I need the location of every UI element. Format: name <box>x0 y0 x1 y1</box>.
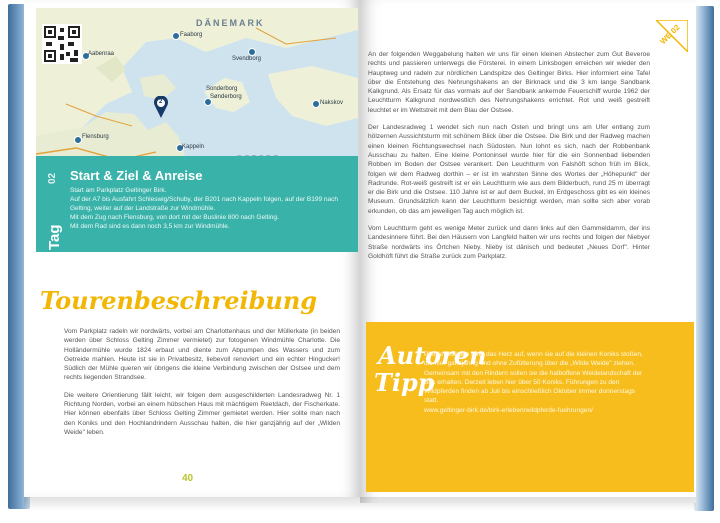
tour-description-heading: Tourenbeschreibung <box>40 286 318 315</box>
page-number: 40 <box>182 473 194 484</box>
paragraph: Vom Parkplatz radeln wir nordwärts, vorbei am Charlottenhaus und der Müllerkate (in beiden werden über Schloss Gelting Zimmer vermietet) zur fotogenen Windmühle Charlotte. Die Holländermühle wurde 1824 erbaut und diente zum Abpumpen des Wassers und zum Getreide mahlen. Heute ist sie in Privatbesitz, liebevoll renoviert und ein echter Hingucker! Südlich der Mühle queren wir übrigens die kleine Verbindung zwischen der Ostsee und dem rechts liegenden Strandsee. <box>64 328 340 382</box>
map-pin <box>312 100 320 108</box>
author-tip-title: Autoren <box>378 341 487 370</box>
paragraph: Die weitere Orientierung fällt leicht, wir folgen dem ausgeschilderten Landesradweg Nr. 1 Richtung Norden, vorbei an einem hübschen Haus mit mächtigem Reetdach, der Fischerkate. Hier können ebenfalls über Schloss Gelting Zimmer gemietet werden. Hier sollte man nach den Koniks und den Hochlandrindern Ausschau halten, die hier ganzjährig auf der „Wilden Weide" leben. <box>64 391 340 436</box>
start-info-text: Start am Parkplatz Geltinger Birk. Auf der A7 bis Ausfahrt Schleswig/Schuby, der B201 nach Kappeln folgen, auf der B199 nach Gelting, weiter auf der Landstraße zur Windmühle. Mit dem Zug nach Flensburg, von dort mit der Buslinie 800 nach Gelting. Mit dem Rad sind es dann noch 3,5 km zur Windmühle. <box>70 187 339 230</box>
map-label-place: Faaborg <box>180 32 203 38</box>
paragraph: Vom Leuchtturm geht es wenige Meter zurück und dann links auf den Gammeldamm, der ins Landesinnere führt. Bei den Häusern von Langfeld halten wir uns rechts und folgen der Niebyer Straße nordwärts ins Örtchen Nieby. Nieby ist dänisch und bedeutet „Neues Dorf". Hinter Goldhöft führt die Straße zurück zum Parkplatz. <box>368 225 650 260</box>
day-tag-label: Tag <box>46 224 63 250</box>
map-label-place: Sonderborg <box>206 86 238 92</box>
map-label-place: Sønderborg <box>210 94 242 100</box>
left-page-body <box>64 327 340 445</box>
map-label-place: Aabenraa <box>88 51 115 57</box>
route-marker-label: 2 <box>159 99 163 105</box>
qr-code-icon[interactable] <box>42 24 82 64</box>
map-label-place: Flensburg <box>82 134 109 140</box>
map-label-place: Svendborg <box>232 56 262 62</box>
corner-tab-label: WE 02 <box>658 22 682 47</box>
author-tip-text: Pferdefreunden geht das Herz auf, wenn sie auf die kleinen Koniks stoßen, die hier ganzjährig und ohne Zufütterung über die „Wilde Weide" ziehen. Gemeinsam mit den Rindern sollen sie die halboffene Weidelandschaft der Birk erhalten. Derzeit leben hier über 50 Koniks. Führungen zu den Wildpferden finden ab Juli bis einschließlich Oktober immer donnerstags statt. www.geltinger-birk.de/birk-erleben/wildpferde-fuehrungen/ <box>424 351 643 414</box>
start-info-box <box>36 156 358 252</box>
right-page-body <box>368 50 650 269</box>
author-tip-subtitle: Tipp <box>374 368 435 397</box>
map-pin <box>74 136 82 144</box>
book-edge-right <box>694 6 714 511</box>
day-tag-number: 02 <box>47 172 58 184</box>
start-info-title: Start & Ziel & Anreise <box>70 168 203 183</box>
paragraph: Der Landesradweg 1 wendet sich nun nach Osten und bringt uns am Ufer entlang zum hölzernen Aussichtsturm mit schönem Blick über die Ostsee. Die Birk und der Radweg machen einen kleinen Richtungswechsel nach Südosten. Nun lohnt es sich, nach der Robbenbank Ausschau zu halten. Eine kleine Pontoninsel wurde hier für die ein Sonnenbad liebenden Robben im Boden der Ostsee verankert. Den Leuchtturm von Falshöft schon früh im Blick, folgen wir dem Radweg dorthin – er ist im wahrsten Sinne des Wortes der „Höhepunkt" der Radrunde. Rot-weiß gestreift ist er ein Leuchtturm wie aus dem Bilderbuch, rund 25 m überragt er die Birk und die Ostsee. 110 Jahre ist er auf dem Buckel, im Erdgeschoss gibt es ein kleines Museum. Grundsätzlich kann der Leuchtturm besichtigt werden, man sollte sich aber vorab erkunden, ob das am jeweiligen Tag auch möglich ist. <box>368 124 650 215</box>
map-pin <box>172 32 180 40</box>
paragraph: An der folgenden Weggabelung halten wir uns für einen kleinen Abstecher zum Gut Beveroe rechts und passieren unterwegs die Försterei. In einem Linksbogen erreichen wir wieder den Hauptweg und radeln zur nördlichen Landspitze des Geltinger Birks. Hier informiert eine Tafel über die Entstehung des Nehrungshakens an der Birknack und die 3 km lange Sandbank Kalkgrund. Als Ersatz für das vormals auf der Sandbank ankernde Feuerschiff wurde 1962 der Leuchtturm Kalkgrund nordwestlich des Nehrungshakens errichtet. Rot und weiß gestreift leuchtet er im Wettstreit mit dem Blau der Ostsee. <box>368 51 650 114</box>
map-label-country: DÄNEMARK <box>196 18 265 28</box>
map-label-place: Nakskov <box>320 100 344 106</box>
map-label-place: Kappeln <box>182 144 205 150</box>
map-pin <box>248 48 256 56</box>
page-shadow <box>24 497 696 511</box>
